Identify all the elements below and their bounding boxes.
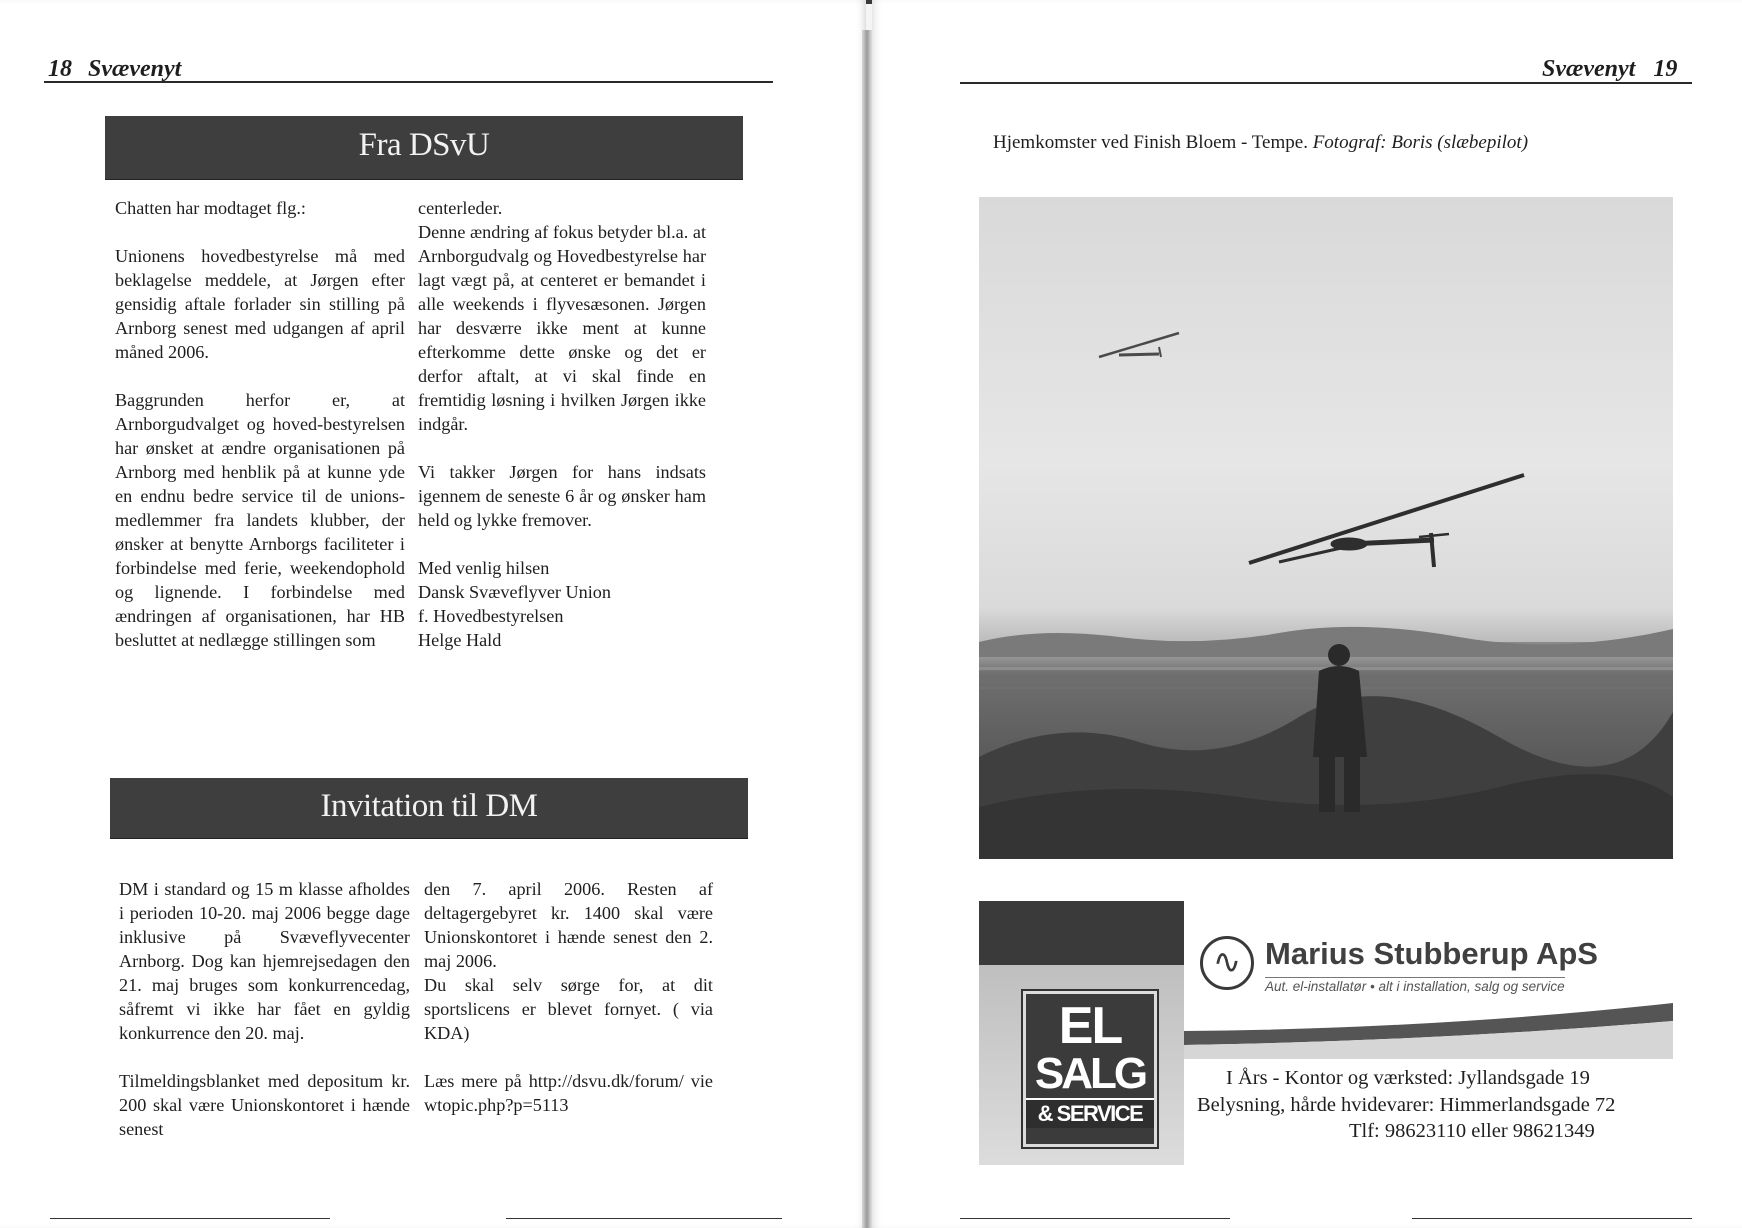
glider-near-icon (1249, 475, 1524, 567)
logo-service-text: & SERVICE (1026, 1098, 1154, 1128)
caption-photographer: Fotograf: Boris (slæbepilot) (1312, 132, 1529, 153)
footer-rule (50, 1218, 330, 1219)
section-banner-fra-dsvu (105, 116, 743, 179)
photo-caption (993, 132, 1528, 154)
signature-line: Med venlig hilsen (418, 558, 550, 578)
right-magazine-title: Svævenyt (1542, 56, 1636, 82)
paragraph: Læs mere på http://dsvu.dk/forum/ viewtopic.php?p=5113 (424, 1071, 713, 1115)
logo-salg-text: SALG (1034, 1049, 1146, 1098)
paragraph: Unionens hovedbestyrelse må med beklagelse meddele, at Jørgen efter gensidig aftale forlader sin stilling på Arnborg senest med udgangen af april måned 2006. (115, 246, 405, 362)
left-page-header (48, 56, 181, 83)
signature-line: f. Hovedbestyrelsen (418, 606, 564, 626)
fra-dsvu-column-1 (115, 196, 405, 652)
section-banner-invitation (110, 778, 748, 838)
caption-text: Hjemkomster ved Finish Bloem - Tempe. (993, 132, 1308, 153)
company-name: Marius Stubberup ApS (1265, 936, 1598, 971)
fra-dsvu-column-2 (418, 196, 706, 652)
glider-photo (979, 197, 1673, 859)
ad-address-line: I Års - Kontor og værksted: Jyllandsgade 19 (1226, 1067, 1590, 1089)
left-header-rule (44, 81, 773, 83)
sine-wave-logo-icon: ∿ (1200, 936, 1254, 990)
footer-rule (1412, 1218, 1692, 1219)
paragraph: den 7. april 2006. Resten af deltagergebyret kr. 1400 skal være Unionskontoret i hænde senest den 2. maj 2006. Du skal selv sørge for, at dit sportslicens er blevet fornyet. ( via KDA) (424, 879, 713, 1043)
paragraph: Baggrunden herfor er, at Arnborgudvalget og hoved-bestyrelsen har ønsket at ændre organisationen på Arnborg med henblik på at kunne yde en endnu bedre service til de unions-medlemmer fra landets klubber, der ønsker at benytte Arnborgs faciliteter i forbindelse med ferie, weekendophold og lignende. I forbindelse med ændringen af organisationen, har HB besluttet at nedlægge stillingen som (115, 390, 405, 650)
left-magazine-title: Svævenyt (88, 56, 182, 82)
footer-rule (960, 1218, 1230, 1219)
ad-products-line: Belysning, hårde hvidevarer: Himmerlandsgade 72 (1197, 1094, 1616, 1116)
glider-far-icon (1099, 333, 1179, 357)
advertisement-marius-stubberup (979, 901, 1673, 1165)
right-page-header (1542, 56, 1677, 83)
footer-rule (506, 1218, 782, 1219)
logo-el-text: EL (1058, 997, 1122, 1055)
invitation-column-2 (424, 877, 713, 1117)
right-page-number: 19 (1653, 56, 1678, 82)
signature-line: Dansk Svæveflyver Union (418, 582, 611, 602)
ad-dark-strip (979, 901, 1184, 965)
swoosh-graphic (1184, 1001, 1673, 1061)
paragraph: Tilmeldingsblanket med depositum kr. 200 skal være Unionskontoret i hænde senest (119, 1071, 410, 1139)
paragraph: Vi takker Jørgen for hans indsats igennem de seneste 6 år og ønsker ham held og lykke fremover. (418, 462, 706, 530)
glider-photo-drawing (979, 197, 1673, 859)
el-salg-logo (1023, 991, 1157, 1147)
invitation-column-1 (119, 877, 410, 1141)
ad-phone-line: Tlf: 98623110 eller 98621349 (1349, 1120, 1595, 1142)
paragraph: centerleder. Denne ændring af fokus betyder bl.a. at Arnborgudvalg og Hovedbestyrelse har lagt vægt på, at centeret er bemandet i alle weekends i flyvesæsonen. Jørgen har desværre ikke ment at kunne efterkomme dette ønske og det er derfor aftalt, at vi skal finde en fremtidig løsning i hvilken Jørgen ikke indgår. (418, 198, 706, 434)
company-tagline: Aut. el-installatør • alt i installation, salg og service (1265, 979, 1565, 994)
section-title: Invitation til DM (320, 788, 538, 824)
signature-line: Helge Hald (418, 630, 502, 650)
paragraph: Chatten har modtaget flg.: (115, 198, 306, 218)
signature-block (418, 556, 706, 652)
book-spine (862, 30, 872, 1228)
left-page (0, 0, 866, 1228)
left-page-number: 18 (48, 56, 72, 82)
paragraph: DM i standard og 15 m klasse afholdes i perioden 10-20. maj 2006 begge dage inklusive på Svæveflyvecenter Arnborg. Dog kan hjemrejsedagen den 21. maj bruges som konkurrencedag, såfremt vi ikke har fået en gyldig konkurrence den 20. maj. (119, 879, 410, 1043)
right-header-rule (960, 82, 1692, 84)
section-title: Fra DSvU (358, 127, 490, 163)
